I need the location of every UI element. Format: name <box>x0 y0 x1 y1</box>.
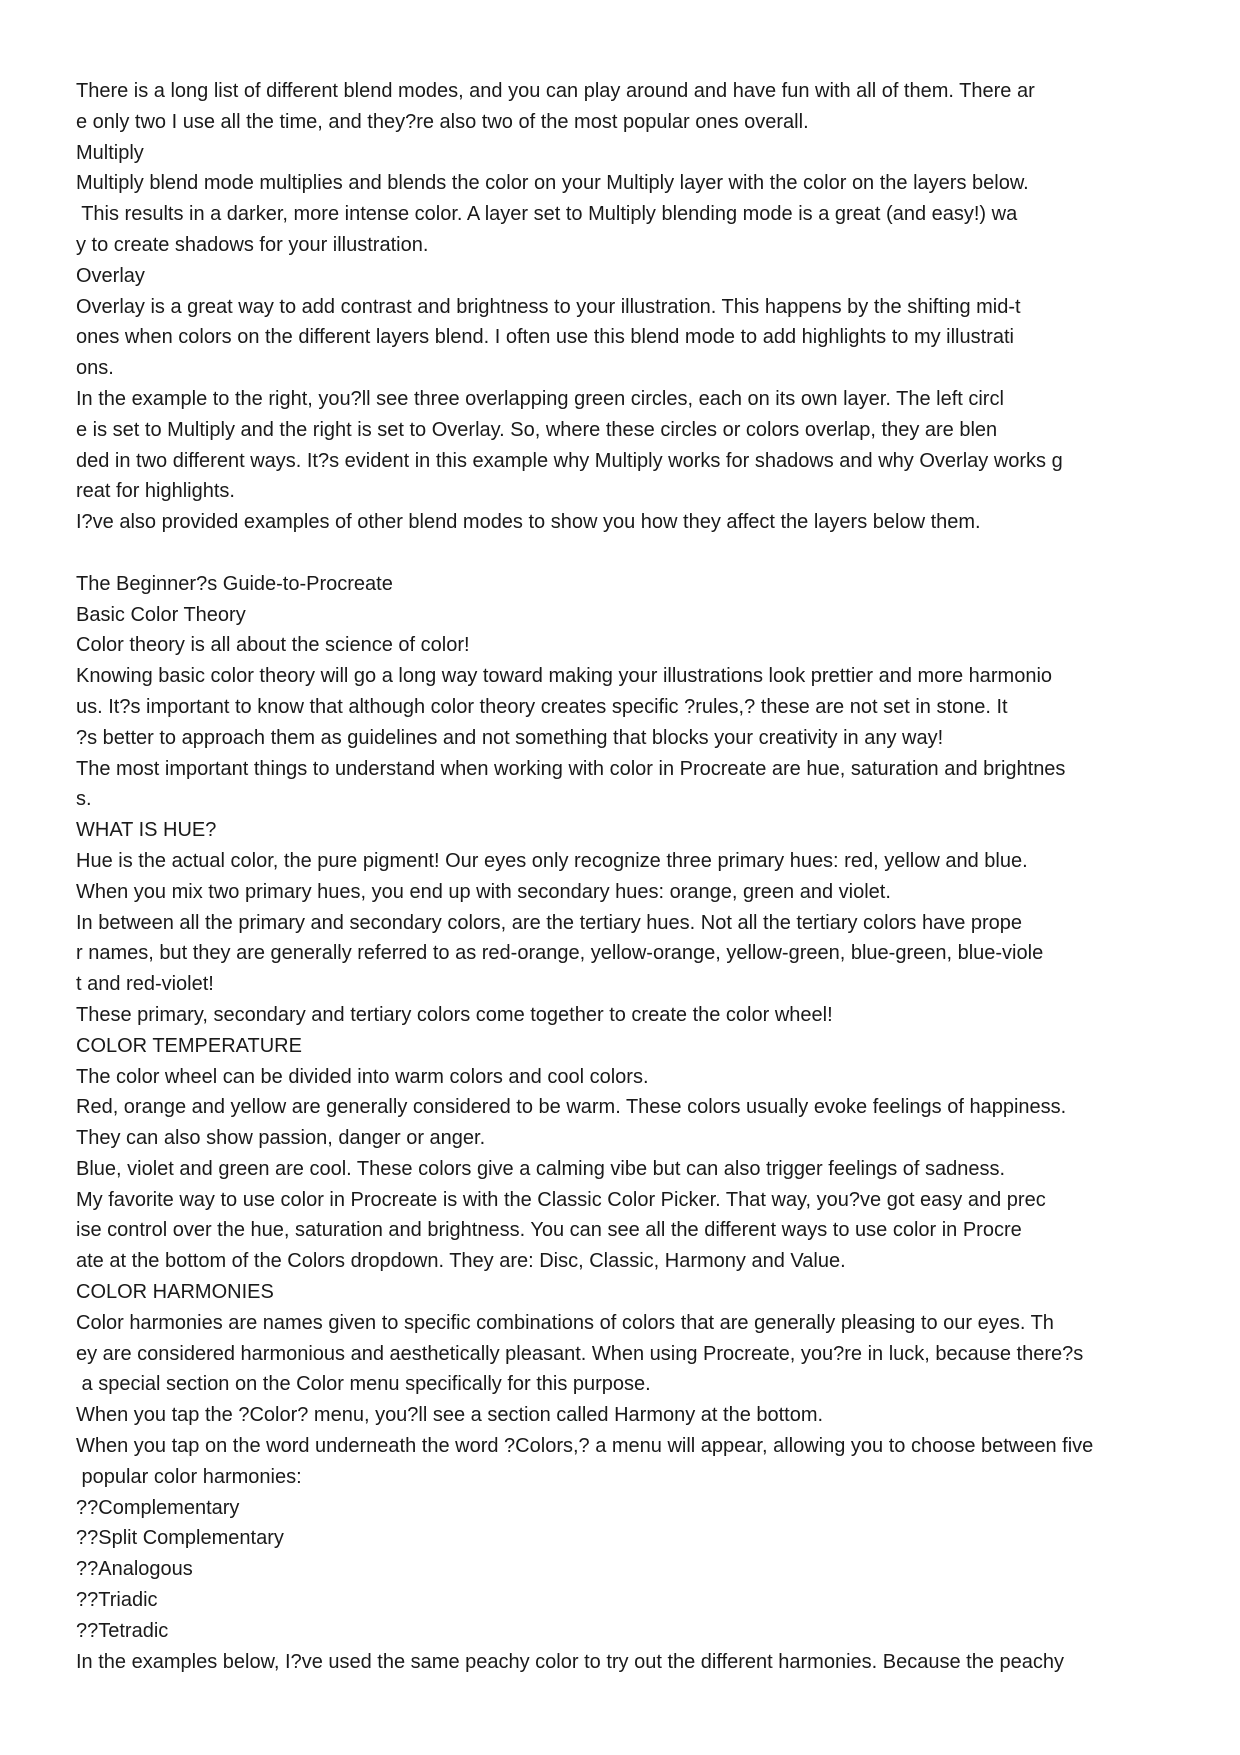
text-line: When you tap on the word underneath the word ?Colors,? a menu will appear, allowing you to choose between five <box>76 1435 1094 1458</box>
text-line: Multiply blend mode multiplies and blends the color on your Multiply layer with the color on the layers below. <box>76 172 1029 195</box>
text-line: e only two I use all the time, and they?re also two of the most popular ones overall. <box>76 110 809 133</box>
text-line: ?s better to approach them as guidelines and not something that blocks your creativity in any way! <box>76 726 944 749</box>
text-line: There is a long list of different blend modes, and you can play around and have fun with all of them. There ar <box>76 80 1035 102</box>
text-line: y to create shadows for your illustration. <box>76 233 429 256</box>
text-line: Knowing basic color theory will go a long way toward making your illustrations look prettier and more harmonio <box>76 665 1053 688</box>
section-heading: Basic Color Theory <box>76 603 246 626</box>
text-line: r names, but they are generally referred to as red-orange, yellow-orange, yellow-green, blue-green, blue-viole <box>76 942 1044 965</box>
section-heading: COLOR HARMONIES <box>76 1281 274 1304</box>
list-item: ??Tetradic <box>76 1619 169 1642</box>
text-line: Color harmonies are names given to specific combinations of colors that are generally pleasing to our eyes. Th <box>76 1311 1054 1334</box>
text-line: In the examples below, I?ve used the same peachy color to try out the different harmonies. Because the peachy <box>76 1650 1064 1673</box>
text-line: reat for highlights. <box>76 480 235 503</box>
text-line: s. <box>76 788 92 811</box>
text-line: They can also show passion, danger or anger. <box>76 1127 486 1150</box>
list-item: ??Split Complementary <box>76 1527 284 1550</box>
text-line: ded in two different ways. It?s evident in this example why Multiply works for shadows and why Overlay works g <box>76 449 1063 472</box>
section-heading: WHAT IS HUE? <box>76 819 217 842</box>
section-heading: COLOR TEMPERATURE <box>76 1034 302 1057</box>
text-line: The color wheel can be divided into warm colors and cool colors. <box>76 1065 649 1088</box>
text-line: t and red-violet! <box>76 973 214 996</box>
section-heading: Overlay <box>76 264 145 287</box>
text-line: My favorite way to use color in Procreate is with the Classic Color Picker. That way, you?ve got easy and prec <box>76 1188 1046 1211</box>
text-line: e is set to Multiply and the right is set to Overlay. So, where these circles or colors overlap, they are blen <box>76 418 998 441</box>
blank-line <box>76 538 1176 569</box>
list-item: ??Complementary <box>76 1496 240 1519</box>
text-line: popular color harmonies: <box>76 1465 302 1488</box>
text-line: ones when colors on the different layers blend. I often use this blend mode to add highlights to my illustrati <box>76 326 1014 349</box>
text-line: ons. <box>76 357 114 380</box>
list-item: ??Analogous <box>76 1558 193 1581</box>
text-line: Blue, violet and green are cool. These colors give a calming vibe but can also trigger feelings of sadness. <box>76 1157 1006 1180</box>
document-title: The Beginner?s Guide-to-Procreate <box>76 572 393 595</box>
text-line: Overlay is a great way to add contrast and brightness to your illustration. This happens by the shifting mid-t <box>76 295 1021 318</box>
text-line: This results in a darker, more intense color. A layer set to Multiply blending mode is a great (and easy!) wa <box>76 203 1018 226</box>
text-line: I?ve also provided examples of other blend modes to show you how they affect the layers below them. <box>76 511 981 534</box>
text-line: The most important things to understand when working with color in Procreate are hue, saturation and brightnes <box>76 757 1066 780</box>
section-heading: Multiply <box>76 141 144 164</box>
text-line: us. It?s important to know that although color theory creates specific ?rules,? these are not set in stone. It <box>76 695 1008 718</box>
text-line: a special section on the Color menu specifically for this purpose. <box>76 1373 651 1396</box>
text-line: ey are considered harmonious and aesthetically pleasant. When using Procreate, you?re in luck, because there?s <box>76 1342 1084 1365</box>
text-line: In between all the primary and secondary colors, are the tertiary hues. Not all the tertiary colors have prope <box>76 911 1023 934</box>
text-line: Color theory is all about the science of color! <box>76 634 470 657</box>
text-line: When you tap the ?Color? menu, you?ll see a section called Harmony at the bottom. <box>76 1404 824 1427</box>
text-line: Hue is the actual color, the pure pigment! Our eyes only recognize three primary hues: red, yellow and blue. <box>76 849 1028 872</box>
text-line: In the example to the right, you?ll see three overlapping green circles, each on its own layer. The left circl <box>76 387 1004 410</box>
document-page <box>76 76 1176 1677</box>
text-line: ise control over the hue, saturation and brightness. You can see all the different ways to use color in Procre <box>76 1219 1022 1242</box>
text-line: ate at the bottom of the Colors dropdown. They are: Disc, Classic, Harmony and Value. <box>76 1250 846 1273</box>
text-line: These primary, secondary and tertiary colors come together to create the color wheel! <box>76 1003 833 1026</box>
text-line: Red, orange and yellow are generally considered to be warm. These colors usually evoke feelings of happiness. <box>76 1096 1067 1119</box>
text-line: When you mix two primary hues, you end up with secondary hues: orange, green and violet. <box>76 880 891 903</box>
list-item: ??Triadic <box>76 1589 158 1612</box>
